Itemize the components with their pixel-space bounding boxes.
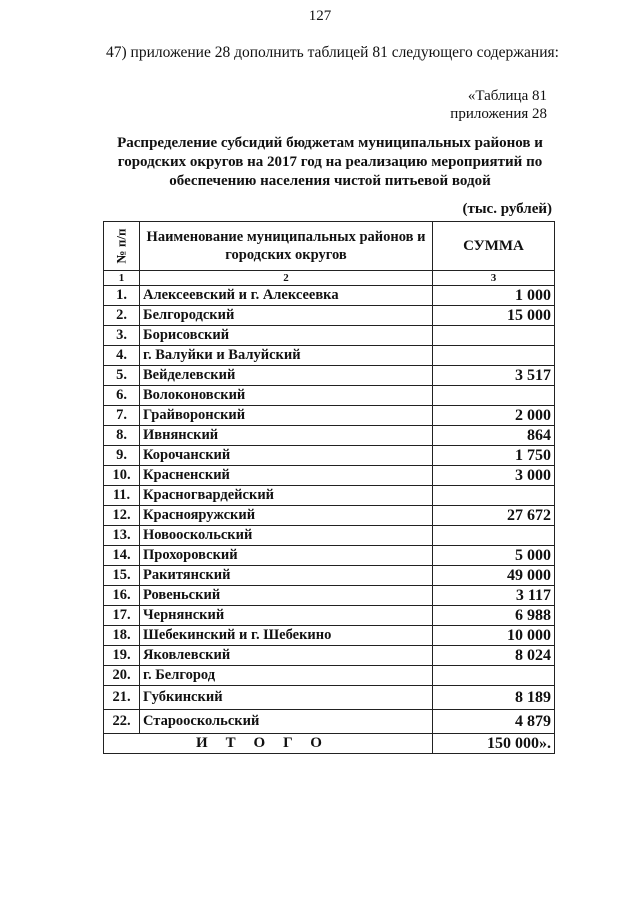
row-amount: 3 000 bbox=[433, 466, 555, 486]
row-name: Ровеньский bbox=[140, 586, 433, 606]
table-row bbox=[104, 386, 555, 406]
table-row bbox=[104, 626, 555, 646]
column-index-row bbox=[104, 271, 555, 286]
row-amount: 1 750 bbox=[433, 446, 555, 466]
row-amount: 15 000 bbox=[433, 306, 555, 326]
row-amount: 3 517 bbox=[433, 366, 555, 386]
column-index: 1 bbox=[104, 271, 140, 286]
page-number: 127 bbox=[308, 8, 332, 24]
row-number: 12. bbox=[104, 506, 140, 526]
row-name: Губкинский bbox=[140, 686, 433, 710]
row-number: 13. bbox=[104, 526, 140, 546]
row-amount bbox=[433, 386, 555, 406]
table-row bbox=[104, 306, 555, 326]
table-row bbox=[104, 326, 555, 346]
row-name: Чернянский bbox=[140, 606, 433, 626]
row-name: Борисовский bbox=[140, 326, 433, 346]
row-amount: 1 000 bbox=[433, 286, 555, 306]
table-row bbox=[104, 286, 555, 306]
row-number: 20. bbox=[104, 666, 140, 686]
table-header-row bbox=[104, 222, 555, 271]
units-label: (тыс. рублей) bbox=[462, 201, 552, 217]
row-amount: 27 672 bbox=[433, 506, 555, 526]
row-name: Красногвардейский bbox=[140, 486, 433, 506]
row-number: 2. bbox=[104, 306, 140, 326]
header-sum: СУММА bbox=[433, 222, 555, 271]
row-number: 21. bbox=[104, 686, 140, 710]
table-body bbox=[104, 286, 555, 734]
table-row bbox=[104, 710, 555, 734]
caption-line-1: «Таблица 81 bbox=[467, 88, 547, 104]
row-name: Алексеевский и г. Алексеевка bbox=[140, 286, 433, 306]
total-amount: 150 000». bbox=[433, 734, 555, 754]
intro-text: 47) приложение 28 дополнить таблицей 81 следующего содержания: bbox=[106, 44, 559, 61]
row-amount: 2 000 bbox=[433, 406, 555, 426]
row-number: 10. bbox=[104, 466, 140, 486]
row-number: 22. bbox=[104, 710, 140, 734]
row-name: Корочанский bbox=[140, 446, 433, 466]
table-row bbox=[104, 406, 555, 426]
row-name: Красненский bbox=[140, 466, 433, 486]
row-name: Яковлевский bbox=[140, 646, 433, 666]
table-row bbox=[104, 466, 555, 486]
table-row bbox=[104, 446, 555, 466]
header-number bbox=[104, 222, 140, 271]
row-amount bbox=[433, 486, 555, 506]
subsidy-table bbox=[103, 221, 555, 754]
total-label: ИТОГО bbox=[104, 734, 433, 754]
table-row bbox=[104, 646, 555, 666]
row-number: 5. bbox=[104, 366, 140, 386]
row-amount bbox=[433, 526, 555, 546]
column-index: 2 bbox=[140, 271, 433, 286]
row-number: 17. bbox=[104, 606, 140, 626]
row-amount: 3 117 bbox=[433, 586, 555, 606]
row-number: 9. bbox=[104, 446, 140, 466]
row-name: Вейделевский bbox=[140, 366, 433, 386]
row-number: 4. bbox=[104, 346, 140, 366]
row-amount: 5 000 bbox=[433, 546, 555, 566]
table-row bbox=[104, 686, 555, 710]
row-name: г. Белгород bbox=[140, 666, 433, 686]
row-number: 3. bbox=[104, 326, 140, 346]
row-amount: 10 000 bbox=[433, 626, 555, 646]
row-number: 1. bbox=[104, 286, 140, 306]
table-row bbox=[104, 586, 555, 606]
column-index: 3 bbox=[433, 271, 555, 286]
row-amount: 8 189 bbox=[433, 686, 555, 710]
table-row bbox=[104, 486, 555, 506]
row-amount: 4 879 bbox=[433, 710, 555, 734]
row-number: 6. bbox=[104, 386, 140, 406]
row-amount: 864 bbox=[433, 426, 555, 446]
table-row bbox=[104, 366, 555, 386]
row-amount: 8 024 bbox=[433, 646, 555, 666]
row-number: 18. bbox=[104, 626, 140, 646]
row-name: Старооскольский bbox=[140, 710, 433, 734]
row-name: Ракитянский bbox=[140, 566, 433, 586]
table-row bbox=[104, 666, 555, 686]
row-number: 7. bbox=[104, 406, 140, 426]
row-amount bbox=[433, 346, 555, 366]
total-row bbox=[104, 734, 555, 754]
table-row bbox=[104, 346, 555, 366]
header-name: Наименование муниципальных районов и городских округов bbox=[140, 222, 433, 271]
row-amount: 49 000 bbox=[433, 566, 555, 586]
table-row bbox=[104, 606, 555, 626]
row-name: Ивнянский bbox=[140, 426, 433, 446]
row-number: 19. bbox=[104, 646, 140, 666]
row-name: Грайворонский bbox=[140, 406, 433, 426]
row-amount: 6 988 bbox=[433, 606, 555, 626]
row-number: 14. bbox=[104, 546, 140, 566]
row-name: Белгородский bbox=[140, 306, 433, 326]
header-number-text: № п/п bbox=[113, 228, 129, 264]
table-row bbox=[104, 526, 555, 546]
table-row bbox=[104, 426, 555, 446]
row-number: 15. bbox=[104, 566, 140, 586]
row-amount bbox=[433, 326, 555, 346]
row-name: Шебекинский и г. Шебекино bbox=[140, 626, 433, 646]
row-number: 16. bbox=[104, 586, 140, 606]
row-name: Краснояружский bbox=[140, 506, 433, 526]
row-number: 8. bbox=[104, 426, 140, 446]
table-row bbox=[104, 566, 555, 586]
document-title: Распределение субсидий бюджетам муниципальных районов и городских округов на 2017 год на реализацию мероприятий по обеспечению населения чистой питьевой водой bbox=[117, 135, 543, 189]
row-name: Новооскольский bbox=[140, 526, 433, 546]
table-caption bbox=[297, 87, 547, 123]
row-name: Волоконовский bbox=[140, 386, 433, 406]
row-number: 11. bbox=[104, 486, 140, 506]
caption-line-2: приложения 28 bbox=[450, 106, 547, 122]
table-row bbox=[104, 546, 555, 566]
row-amount bbox=[433, 666, 555, 686]
row-name: Прохоровский bbox=[140, 546, 433, 566]
table-row bbox=[104, 506, 555, 526]
row-name: г. Валуйки и Валуйский bbox=[140, 346, 433, 366]
